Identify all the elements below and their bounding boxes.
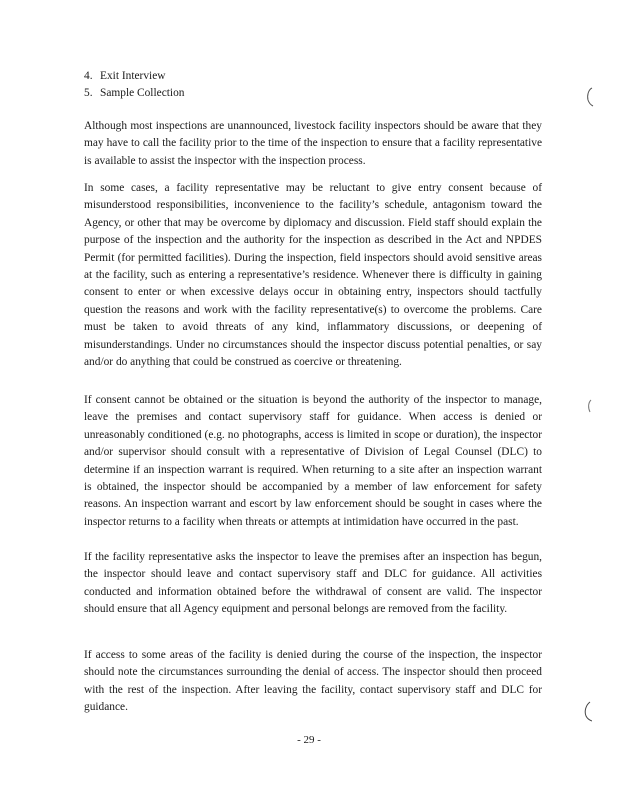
binder-hole-mark-icon	[584, 86, 594, 108]
list-item	[84, 68, 184, 85]
paragraph-partial-access-denied: If access to some areas of the facility is denied during the course of the inspection, the inspector should note the circumstances surrounding the denial of access. The inspector should then proceed with the rest of the inspection. After leaving the facility, contact supervisory staff and DLC for guidance.	[84, 649, 542, 714]
list-item-number: 4.	[84, 70, 93, 82]
numbered-list	[84, 68, 184, 102]
page-number: - 29 -	[297, 734, 321, 746]
list-item-number: 5.	[84, 87, 93, 99]
paragraph-asked-to-leave: If the facility representative asks the inspector to leave the premises after an inspection has begun, the inspector should leave and contact supervisory staff and DLC for guidance. All activities conducted and information obtained before the withdrawal of consent are valid. The inspector should ensure that all Agency equipment and personal belongs are removed from the facility.	[84, 551, 542, 616]
list-item-label: Sample Collection	[100, 87, 185, 99]
binder-hole-mark-icon	[584, 396, 594, 418]
paragraph-entry-consent: In some cases, a facility representative may be reluctant to give entry consent because of misunderstood responsibilities, inconvenience to the facility’s schedule, antagonism toward the Agency, or other that may be overcome by diplomacy and discussion. Field staff should explain the purpose of the inspection and the authority for the inspection as described in the Act and NPDES Permit (for permitted facilities). During the inspection, field inspectors should avoid sensitive areas at the facility, such as entering a representative’s residence. Whenever there is difficulty in gaining consent to enter or when excessive delays occur in obtaining entry, inspectors should tactfully question the reasons and work with the facility representative(s) to overcome the problems. Care must be taken to avoid threats of any kind, inflammatory discussions, or deepening of misunderstandings. Under no circumstances should the inspector discuss potential penalties, or say and/or do anything that could be construed as coercive or threatening.	[84, 182, 542, 369]
list-item	[84, 85, 184, 102]
binder-hole-mark-icon	[582, 700, 592, 722]
paragraph-consent-denied: If consent cannot be obtained or the situation is beyond the authority of the inspector to manage, leave the premises and contact supervisory staff for guidance. When access is denied or unreasonably conditioned (e.g. no photographs, access is limited in scope or duration), the inspector and/or supervisor should consult with a representative of Division of Legal Counsel (DLC) to determine if an inspection warrant is required. When returning to a site after an inspection warrant is obtained, the inspector should be accompanied by a member of law enforcement for safety reasons. An inspection warrant and escort by law enforcement should be sought in cases where the inspector returns to a facility when threats or attempts at intimidation have occurred in the past.	[84, 394, 542, 528]
list-item-label: Exit Interview	[100, 70, 166, 82]
paragraph-advance-notice: Although most inspections are unannounced, livestock facility inspectors should be aware that they may have to call the facility prior to the time of the inspection to ensure that a facility representative is available to assist the inspector with the inspection process.	[84, 120, 542, 167]
